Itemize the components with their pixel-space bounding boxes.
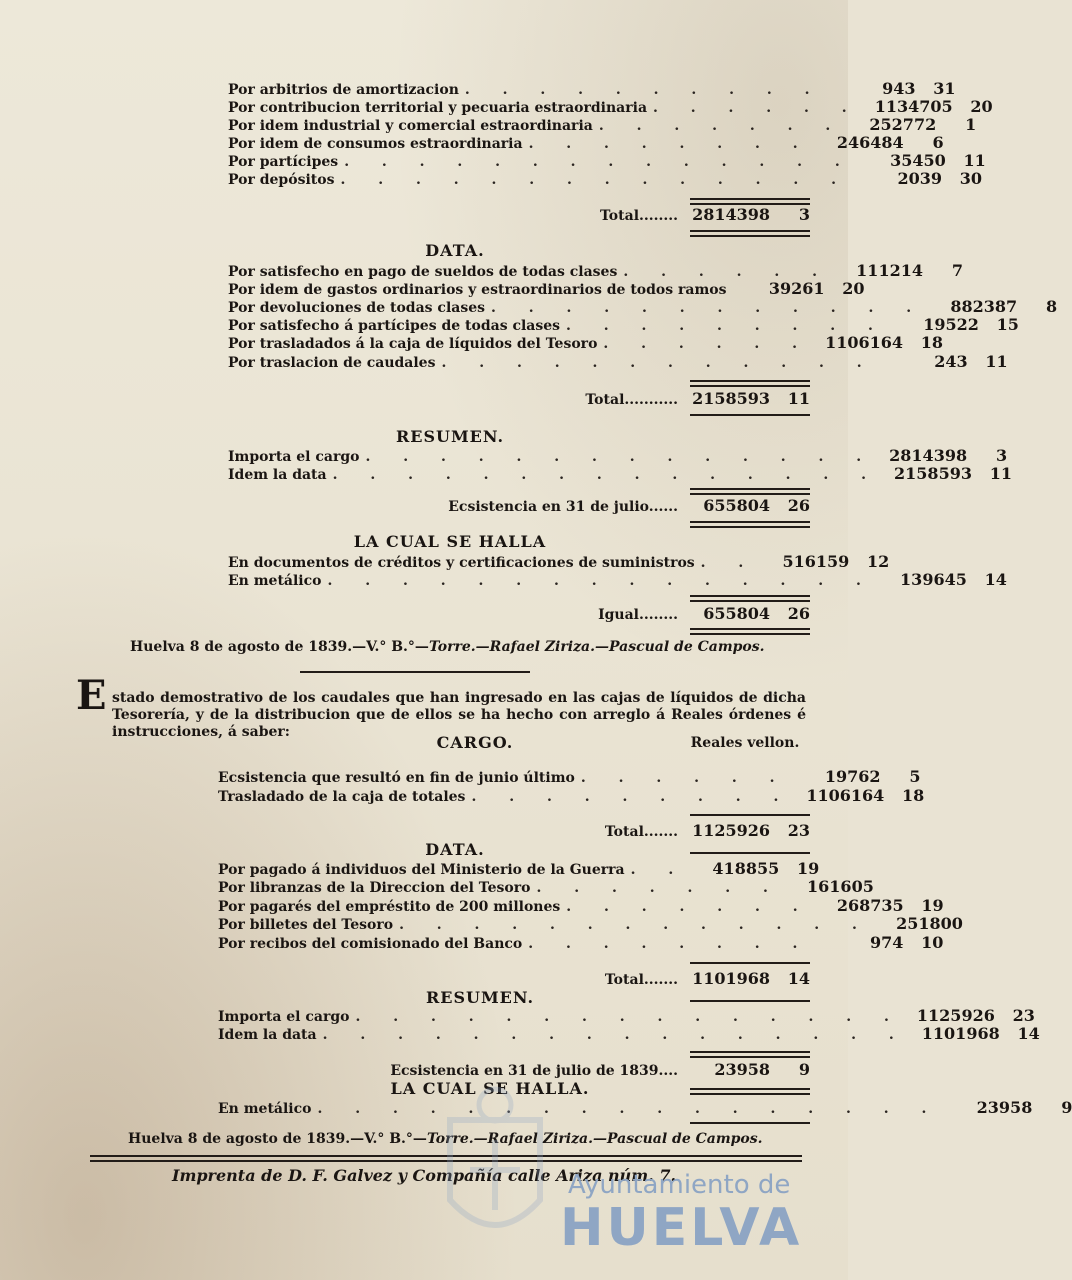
intro-paragraph: stado demostrativo de los caudales que han ingresado en las cajas de líquidos de dicha Tesorería, y de la distribucion que de ellos se ha hecho con arreglo á Reales órdenes é instrucciones, á saber: [112,690,806,740]
resumen-row: Idem la data . . . . . . . . . . . . . . . . 1101968 14 [218,1024,1040,1043]
data-row: Por devoluciones de todas clases . . . . . . . . . . . . 882387 8 [228,297,1058,316]
cargo-row: Trasladado de la caja de totales . . . . . . . . . 1106164 18 [218,786,925,805]
halla-heading: LA CUAL SE HALLA. [390,1079,590,1098]
cargo-row: Por arbitrios de amortizacion . . . . . . . . . . 943 31 [228,79,956,98]
data-heading: DATA. [425,840,485,859]
cargo-row: Por depósitos . . . . . . . . . . . . . . 2039 30 [228,169,983,188]
data-row: Por pagarés del empréstito de 200 millones . . . . . . . 268735 19 [218,896,944,915]
double-rule [690,628,810,635]
data-row: Por idem de gastos ordinarios y estraordinarios de todos ramos 39261 20 [228,279,865,298]
resumen-row: Importa el cargo . . . . . . . . . . . . . . . 1125926 23 [218,1006,1035,1025]
cargo-row: Ecsistencia que resultó en fin de junio último . . . . . . 19762 5 [218,767,921,786]
halla-row: En metálico . . . . . . . . . . . . . . . 139645 14 [228,570,1007,589]
rule [690,962,810,964]
section-divider [300,671,530,673]
resumen-heading: RESUMEN. [425,988,535,1007]
imprint: Imprenta de D. F. Galvez y Compañía calle Ariza núm. 7. [171,1166,677,1185]
cargo-heading: CARGO. [436,733,514,752]
rule [690,414,810,416]
rule [690,1122,810,1124]
rule [690,1000,810,1002]
double-rule [690,230,810,237]
currency-label: Reales vellon. [690,735,800,751]
halla-row: En metálico . . . . . . . . . . . . . . . . . 23958 9 [218,1098,1072,1117]
data-row: Por satisfecho á partícipes de todas clases . . . . . . . . . 19522 15 [228,315,1019,334]
cargo-total: Total....... 1125926 23 [604,821,810,840]
double-rule [690,380,810,387]
data-row: Por recibos del comisionado del Banco . . . . . . . . 974 10 [218,933,944,952]
rule [690,814,810,816]
data-heading: DATA. [425,241,485,260]
resumen-heading: RESUMEN. [395,427,505,446]
cargo-row: Por contribucion territorial y pecuaria estraordinaria . . . . . . 1134705 20 [228,97,993,116]
coat-of-arms-icon [440,1080,550,1250]
data-row: Por billetes del Tesoro . . . . . . . . . . . . . 251800 [218,914,963,933]
rule [690,852,810,854]
watermark-line2: HUELVA [560,1198,803,1258]
existencia-row: Ecsistencia en 31 de julio de 1839.... 23958 9 [390,1060,810,1079]
data-row: Por pagado á individuos del Ministerio de la Guerra . . 418855 19 [218,859,820,878]
watermark [440,1080,550,1254]
signature-line: Huelva 8 de agosto de 1839.—V.° B.°—Torre.—Rafael Ziriza.—Pascual de Campos. [130,639,765,655]
data-total: Total........... 2158593 11 [585,389,810,408]
double-rule [690,595,810,602]
halla-heading: LA CUAL SE HALLA [353,532,547,551]
resumen-row: Importa el cargo . . . . . . . . . . . . . . 2814398 3 [228,446,1008,465]
drop-cap: E [76,672,107,719]
double-rule [690,1088,810,1095]
halla-row: En documentos de créditos y certificaciones de suministros . . 516159 12 [228,552,890,571]
data-row: Por traslacion de caudales . . . . . . . . . . . . 243 11 [228,352,1008,371]
data-total: Total....... 1101968 14 [604,969,810,988]
double-rule [690,521,810,528]
resumen-row: Idem la data . . . . . . . . . . . . . . . 2158593 11 [228,464,1012,483]
signature-line: Huelva 8 de agosto de 1839.—V.° B.°—Torre.—Rafael Ziriza.—Pascual de Campos. [128,1131,763,1147]
cargo-row: Por idem de consumos estraordinaria . . . . . . . . 246484 6 [228,133,944,152]
cargo-row: Por idem industrial y comercial estraordinaria . . . . . . . 252772 1 [228,115,977,134]
cargo-total: Total........ 2814398 3 [600,205,810,224]
existencia-row: Ecsistencia en 31 de julio...... 655804 26 [448,496,810,515]
igual-row: Igual........ 655804 26 [598,604,810,623]
double-rule [690,1051,810,1058]
double-rule [690,488,810,495]
data-row: Por satisfecho en pago de sueldos de todas clases . . . . . . 111214 7 [228,261,963,280]
double-rule [690,198,810,205]
data-row: Por trasladados á la caja de líquidos del Tesoro . . . . . . 1106164 18 [228,333,944,352]
data-row: Por libranzas de la Direccion del Tesoro . . . . . . . 161605 [218,877,874,896]
watermark-line1: Ayuntamiento de [568,1170,791,1200]
cargo-row: Por partícipes . . . . . . . . . . . . . . 35450 11 [228,151,986,170]
